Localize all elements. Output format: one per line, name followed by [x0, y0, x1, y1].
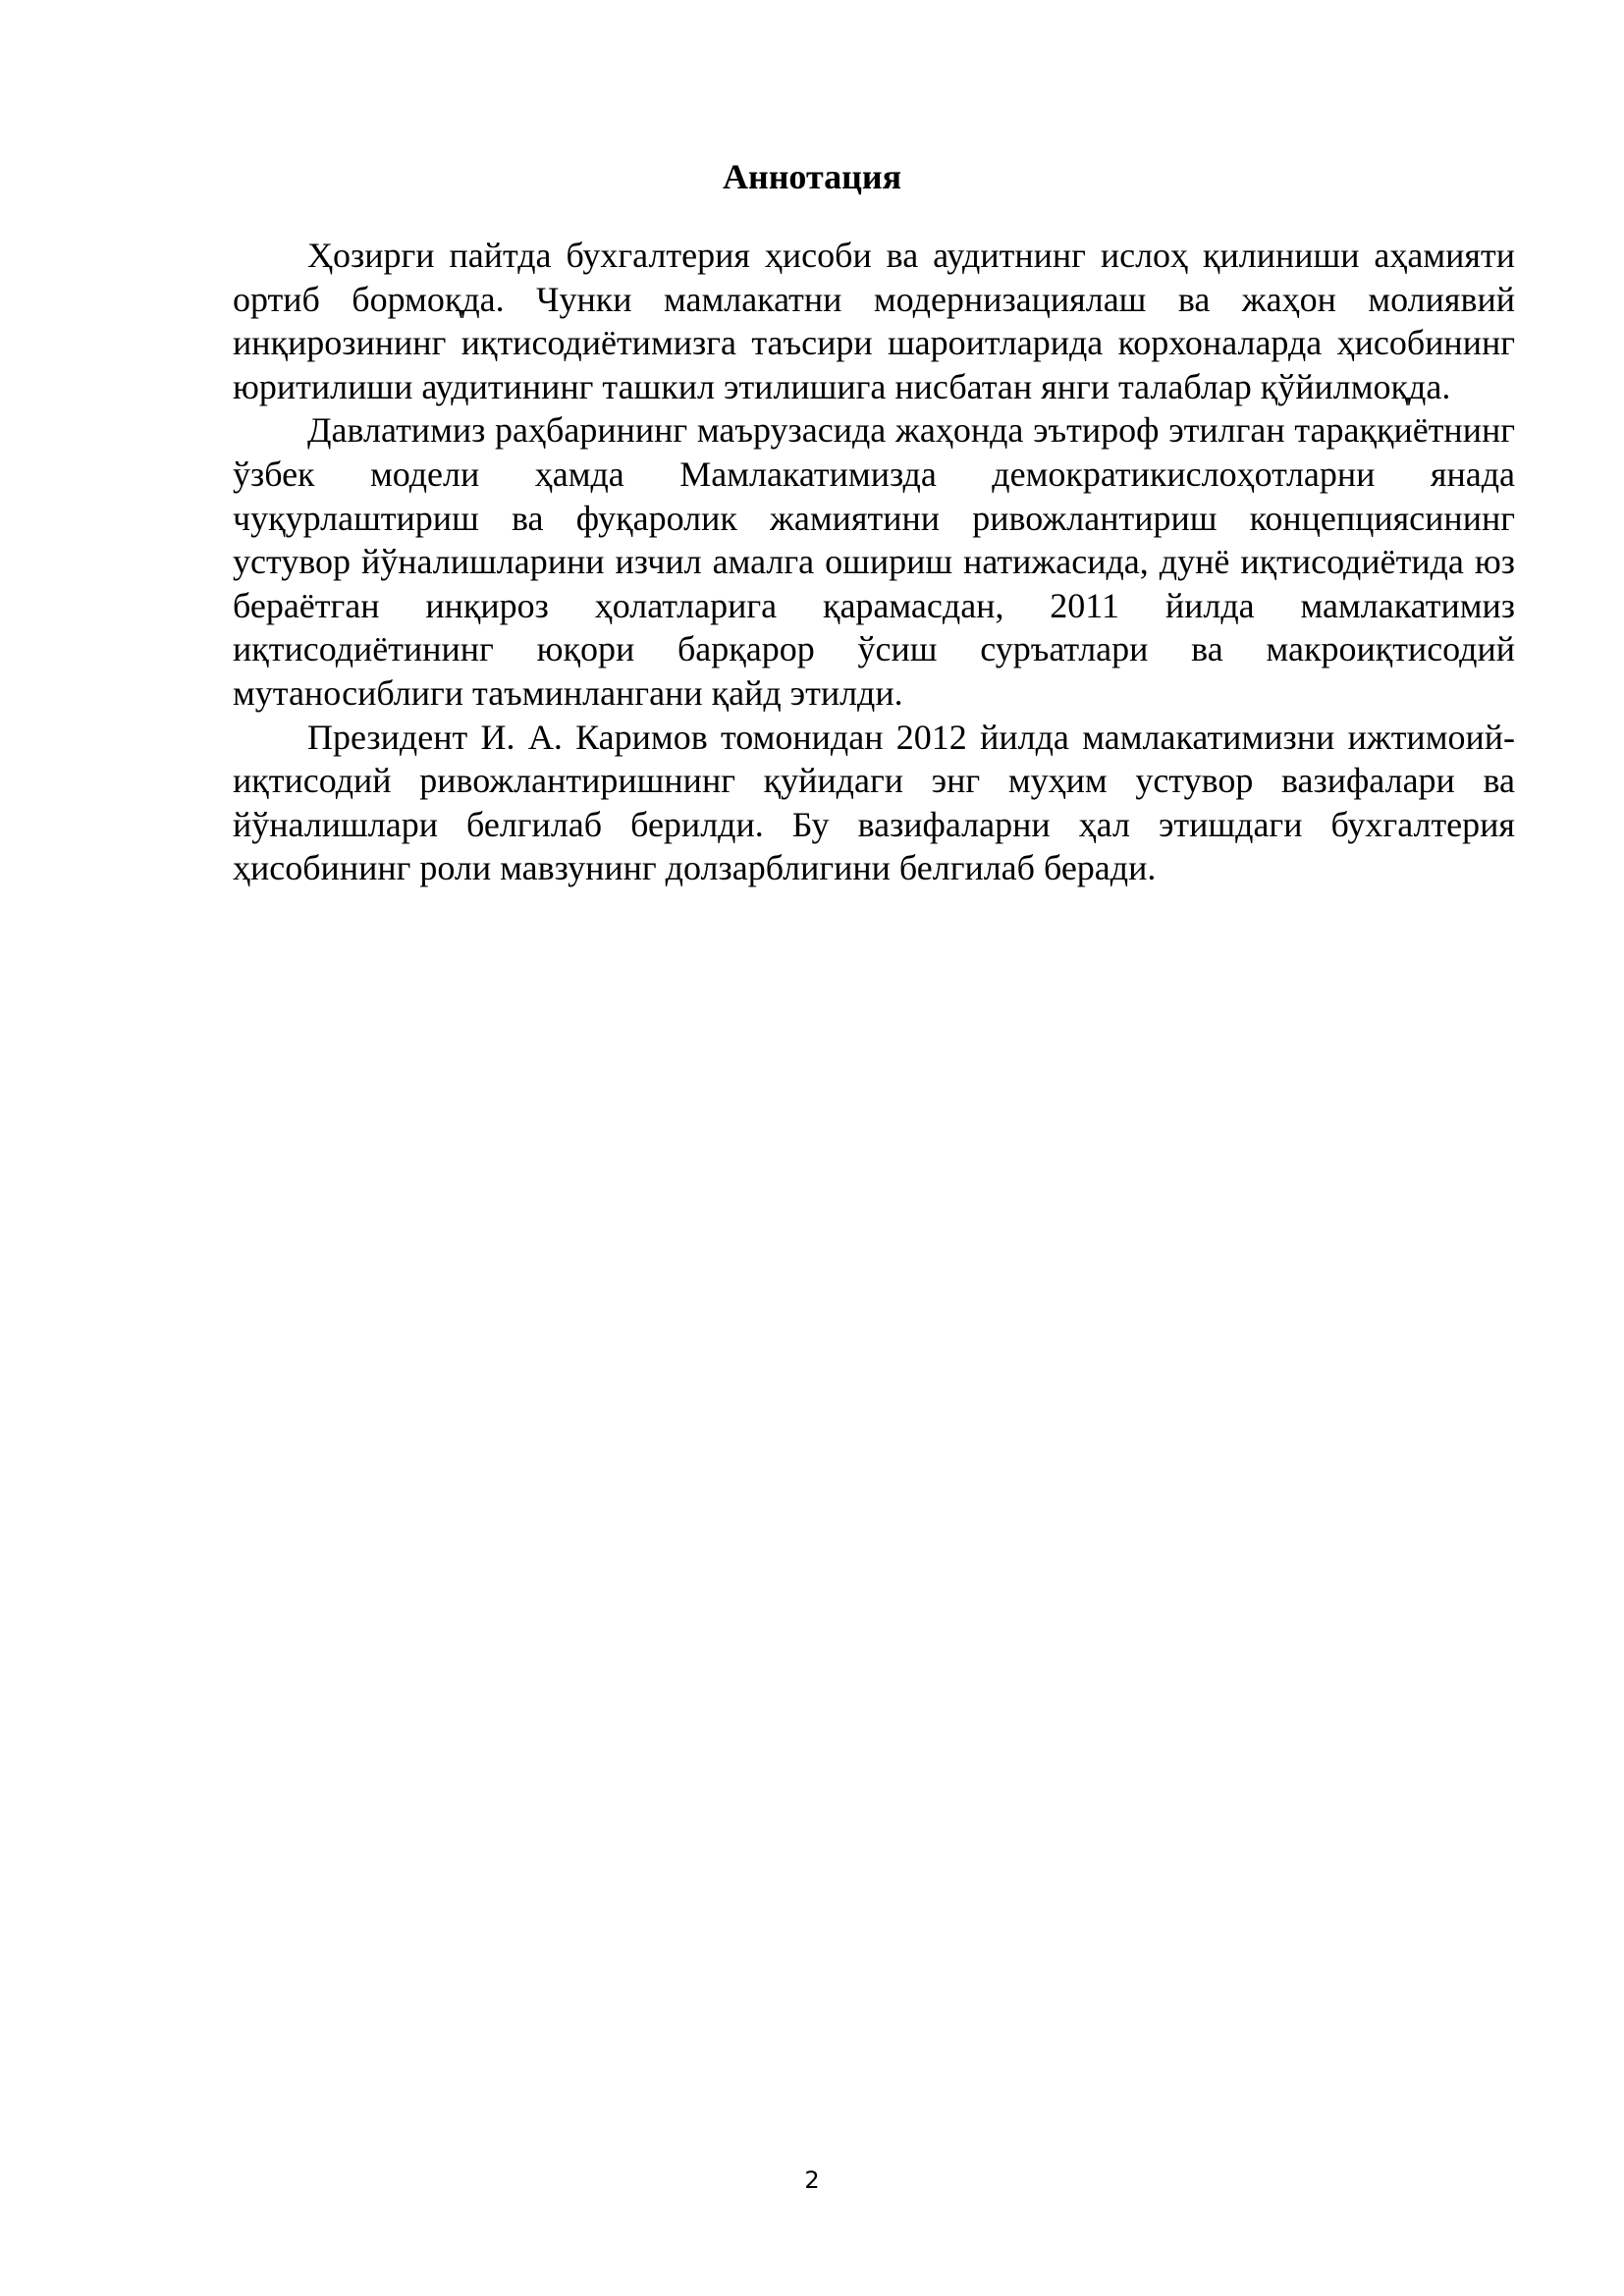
paragraph-2: Давлатимиз раҳбарининг маърузасида жаҳонда эътироф этилган тараққиётнинг ўзбек модели ҳамда Мамлакатимизда демократикислоҳотларни янада чуқурлаштириш ва фуқаролик жамиятини ривожлантириш концепциясининг устувор йўналишларини изчил амалга ошириш натижасида, дунё иқтисодиётида юз бераётган инқироз ҳолатларига қарамасдан, 2011 йилда мамлакатимиз иқтисодиётининг юқори барқарор ўсиш суръатлари ва макроиқтисодий мутаносиблиги таъминлангани қайд этилди. [233, 410, 1515, 713]
page-number: 2 [804, 2166, 820, 2194]
document-title: Аннотация [722, 157, 902, 196]
paragraph-3: Президент И. А. Каримов томонидан 2012 йилда мамлакатимизни ижтимоий-иқтисодий ривожлантиришнинг қуйидаги энг муҳим устувор вазифалари ва йўналишлари белгилаб берилди. Бу вазифаларни ҳал этишдаги бухгалтерия ҳисобининг роли мавзунинг долзарблигини белгилаб беради. [233, 717, 1515, 888]
paragraph-1: Ҳозирги пайтда бухгалтерия ҳисоби ва аудитнинг ислоҳ қилиниши аҳамияти ортиб бормоқда. Чунки мамлакатни модернизациялаш ва жаҳон молиявий инқирозининг иқтисодиётимизга таъсири шароитларида корхоналарда ҳисобининг юритилиши аудитининг ташкил этилишига нисбатан янги талаблар қўйилмоқда. [233, 236, 1515, 406]
document-body [233, 234, 1515, 890]
